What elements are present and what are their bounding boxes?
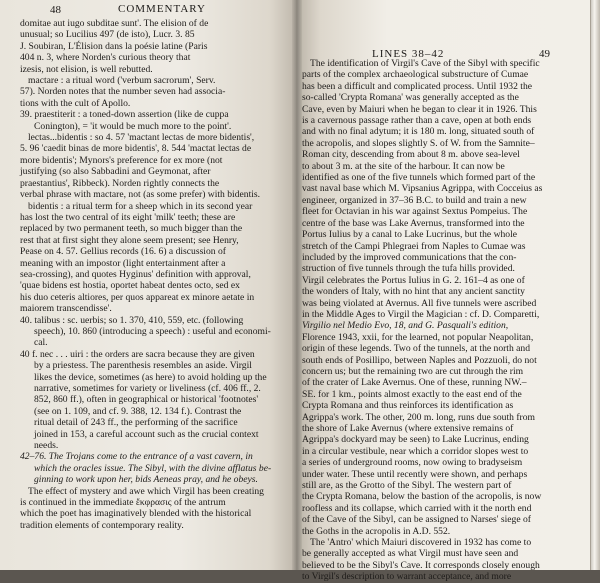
- right-page-number: 49: [539, 48, 550, 60]
- text-line: of the Cave of the Sibyl, can be assigned to Narses' siege of: [302, 514, 531, 526]
- text-line: Crypta Romana and thus reinforces its identification as: [302, 400, 514, 412]
- text-line: fleet for Octavian in his war against Sextus Pompeius. The: [302, 206, 528, 218]
- text-line: domitae aut iugo subditae sunt'. The elision of de: [20, 18, 209, 29]
- text-line: engineer, organized in 37–36 B.C. to build and train a new: [302, 194, 527, 206]
- text-line: mactare : a ritual word ('verbum sacrorum', Serv.: [28, 75, 216, 87]
- text-line: 42–76. The Trojans come to the entrance of a vast cavern, in: [20, 451, 253, 463]
- text-line: verbal phrase with mactare, not (as some prefer) with bidentis.: [20, 189, 261, 201]
- text-line: Virgilio nel Medio Evo, 18, and G. Pasquali's edition,: [302, 320, 509, 332]
- text-line: narrative, sometimes for variety or liveliness (cf. 406 ff., 2.: [34, 383, 261, 394]
- text-line: parts of the complex archaeological substructure of Cumae: [302, 69, 529, 81]
- text-line: believed to be the Sibyl's Cave. It corresponds closely enough: [302, 559, 540, 571]
- text-line: The 'Antro' which Maiuri discovered in 1932 has come to: [310, 537, 532, 549]
- left-page: [0, 0, 300, 570]
- text-line: is a cavernous passage rather than a cave, open at both ends: [302, 115, 532, 127]
- text-line: praestantius', Ribbeck). Norden rightly connects the: [20, 177, 220, 189]
- text-line: ginning to work upon her, bids Aeneas pray, and he obeys.: [34, 474, 258, 486]
- text-line: in a circular vestibule, near which a corridor slopes west to: [302, 445, 529, 457]
- text-line: likes the device, sometimes (as here) to avoid holding up the: [34, 371, 267, 383]
- text-line: Virgil celebrates the Portus Iulius in G. 2. 161–4 as one of: [302, 274, 525, 286]
- text-line: unusual; so Lucilius 497 (de isto), Lucr. 3. 85: [20, 29, 195, 41]
- text-line: still are, as the Grotto of the Sibyl. The western part of: [302, 480, 512, 492]
- text-line: joined in 153, a careful account such as the crucial context: [34, 428, 259, 440]
- text-line: speech), 10. 860 (introducing a speech) : useful and economi-: [34, 325, 271, 337]
- text-line: south ends of Posillipo, between Naples and Pozzuoli, do not: [302, 354, 537, 366]
- text-line: The effect of mystery and awe which Virgil has been creating: [28, 485, 264, 497]
- text-line: Cave, even by Maiuri when he began to clear it in 1926. This: [302, 103, 537, 115]
- text-line: to about 3 m. at the site of the harbour. It can now be: [302, 160, 505, 172]
- text-line: the Crypta Romana, below the bastion of the acropolis, is now: [302, 491, 542, 503]
- text-line: J. Soubiran, L'Élision dans la poésie latine (Paris: [20, 40, 208, 52]
- text-line: in the Middle Ages to Virgil the Magician : cf. D. Comparetti,: [302, 308, 540, 320]
- text-line: 57). Norden notes that the number seven had associa-: [20, 86, 226, 98]
- text-line: under water. These until recently were shown, and perhaps: [302, 468, 528, 480]
- text-line: ritual detail of 243 ff., the performing of the sacrifice: [34, 417, 238, 429]
- text-line: more bidentis'; Mynors's preference for ex more (not: [20, 154, 223, 166]
- text-line: Roman city, descending from about 8 m. above sea-level: [302, 149, 520, 161]
- text-line: has been a difficult and complicated process. Until 1932 the: [302, 80, 533, 92]
- text-line: vast naval base which M. Vipsanius Agrippa, with Cocceius as: [302, 183, 543, 195]
- text-line: (see on 1. 109, and cf. 9. 388, 12. 134 f.). Contrast the: [34, 405, 242, 417]
- text-line: tions with the cult of Apollo.: [20, 97, 131, 109]
- text-line: his duo ceteris altiores, per quos appareat ex minore aetate in: [20, 291, 255, 303]
- text-line: the shore of Lake Avernus (where extensive remains of: [302, 423, 514, 434]
- text-line: meaning with an impostor (light entertainment after a: [20, 257, 226, 269]
- text-line: Pease on 4. 57. Gellius records (16. 6) a discussion of: [20, 246, 226, 258]
- text-line: to Virgil's description to warrant acceptance, and more: [302, 571, 512, 583]
- text-line: bidentis : a ritual term for a sheep which in its second year: [28, 200, 253, 212]
- text-line: centre of the base was Lake Avernus, transformed into the: [302, 217, 525, 229]
- left-page-number: 48: [50, 4, 61, 16]
- text-line: origin of these legends. Two of the tunnels, at the north and: [302, 343, 531, 355]
- text-line: concern us; but the remaining two are cut through the rim: [302, 365, 524, 377]
- text-line: roofless and its collapse, which carried with it the north end: [302, 502, 532, 514]
- text-line: was being violated at Avernus. All five tunnels were ascribed: [302, 297, 537, 309]
- text-line: sea-crossing), and quotes Hyginus' definition with approval,: [20, 268, 251, 280]
- text-line: a series of underground rooms, now owing to bradyseism: [302, 457, 523, 469]
- text-line: rest that at first sight they alone seem present; see Henry,: [20, 234, 239, 246]
- text-line: the acropolis, and slopes slightly S. of W. from the Samnite–: [302, 137, 535, 149]
- text-line: cal.: [34, 337, 48, 349]
- text-line: tradition elements of contemporary reality.: [20, 519, 184, 531]
- left-running-head: COMMENTARY: [118, 3, 206, 15]
- text-line: Agrippa's dockyard may be seen) to Lake Lucrinus, ending: [302, 434, 529, 446]
- text-line: SE. for 1 km., points almost exactly to the east end of the: [302, 388, 522, 400]
- text-line: 40. talibus : sc. uerbis; so 1. 370, 410, 559, etc. (following: [20, 314, 244, 326]
- text-line: Portus Iulius by a canal to Lake Lucrinus, but the whole: [302, 229, 518, 241]
- text-line: justifying (so also Sabbadini and Geymonat, after: [20, 166, 211, 178]
- text-line: 40 f. nec . . . uiri : the orders are sacra because they are given: [20, 348, 255, 360]
- text-line: identified as one of the five tunnels which formed part of the: [302, 172, 536, 184]
- right-page: [296, 0, 600, 583]
- text-line: the Goths in the acropolis in A.D. 552.: [302, 525, 451, 537]
- text-line: is continued in the immediate ἔκφρασις of the antrum: [20, 497, 226, 509]
- text-line: maiorem transcendisse'.: [20, 303, 112, 315]
- text-line: 39. praestiterit : a toned-down assertion (like de cuppa: [20, 109, 229, 121]
- text-line: 5. 96 'caedit binas de more bidentis', 8. 544 'mactat lectas de: [20, 143, 252, 155]
- text-line: 404 n. 3, where Norden's curious theory that: [20, 52, 191, 64]
- text-line: replaced by two permanent teeth, so much bigger than the: [20, 223, 243, 235]
- right-text-block: [302, 58, 592, 583]
- text-line: be generally accepted as what Virgil must have seen and: [302, 548, 519, 560]
- text-line: included by the improved communications that the con-: [302, 251, 517, 263]
- text-line: so-called 'Crypta Romana' was generally accepted as the: [302, 92, 519, 104]
- text-line: the wonders of Italy, with no hint that any ancient sanctity: [302, 286, 525, 298]
- text-line: by a priestess. The parenthesis resembles an aside. Virgil: [34, 360, 252, 372]
- text-line: has lost the two central of its eight 'milk' teeth; these are: [20, 211, 236, 223]
- text-line: stretch of the Campi Phlegraei from Naples to Cumae was: [302, 240, 526, 252]
- left-text-block: [20, 18, 310, 531]
- text-line: Agrippa's work. The other, 200 m. long, runs due south from: [302, 411, 535, 423]
- text-line: lectas...bidentis : so 4. 57 'mactant lectas de more bidentis',: [28, 132, 255, 144]
- text-line: which the poet has imaginatively blended with the historical: [20, 508, 252, 520]
- text-line: Conington), = 'it would be much more to the point'.: [34, 120, 232, 132]
- text-line: needs.: [34, 440, 59, 452]
- text-line: of the crater of Lake Avernus. One of these, running NW.–: [302, 377, 527, 389]
- text-line: 852, 860 ff.), often in geographical or historical 'footnotes': [34, 394, 259, 406]
- text-line: izesis, not elision, is well rebutted.: [20, 63, 153, 75]
- text-line: Florence 1943, xxii, for the learned, not popular Neapolitan,: [302, 331, 534, 343]
- right-running-head: LINES 38–42: [372, 48, 445, 60]
- text-line: 'quae bidens est hostia, oportet habeat dentes octo, sed ex: [20, 280, 240, 292]
- text-line: and with no final adytum; it is 180 m. long, situated south of: [302, 126, 535, 138]
- text-line: The identification of Virgil's Cave of the Sibyl with specific: [310, 58, 540, 69]
- text-line: which the oracles issue. The Sibyl, with the divine afflatus be-: [34, 462, 272, 474]
- book-gutter: [292, 0, 302, 570]
- text-line: struction of five tunnels through the tufa hills provided.: [302, 263, 515, 275]
- page-edges: [590, 0, 600, 570]
